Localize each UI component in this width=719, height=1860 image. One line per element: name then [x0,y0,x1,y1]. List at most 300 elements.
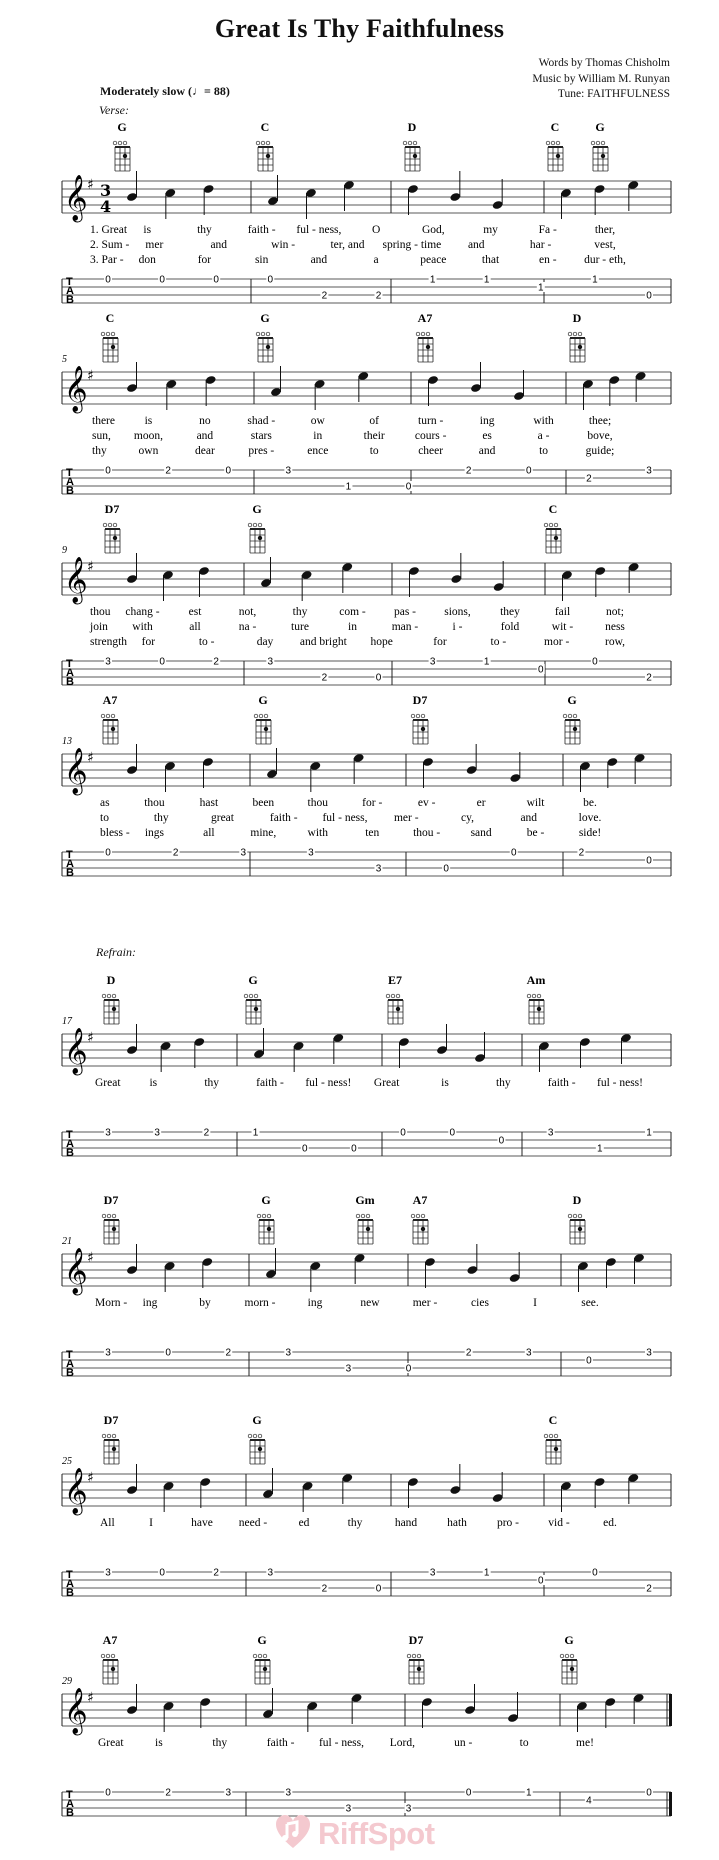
chord-diagram-icon [544,1434,561,1464]
lyric-syllable: ed [298,1517,310,1529]
chord-name: G [567,693,577,707]
lyric-syllable: faith - [256,1077,284,1089]
note [201,1257,213,1288]
lyric-syllable: es [482,430,492,442]
tempo-label: Moderately slow [100,84,185,98]
tab-fret-number: 0 [538,664,544,676]
lyric-syllable: to [539,445,549,457]
tab-fret-number: 0 [105,465,111,477]
measure-number: 29 [62,1676,72,1687]
note [398,1037,410,1068]
note [421,1697,433,1728]
lyric-syllable: they [500,606,520,618]
lyric-syllable: for [141,636,156,648]
lyric-syllable: moon, [133,430,163,442]
lyric-syllable: ful - ness, [296,224,342,236]
composer-credit: Music by William M. Runyan [532,73,670,85]
lyric-syllable: and [310,254,328,266]
chord-diagram-icon [560,1654,577,1684]
chord-diagram-icon [256,141,273,171]
measure-number: 5 [62,354,67,365]
tab-fret-number: 1 [345,481,352,493]
lyric-syllable: ful - ness, [318,1737,365,1749]
lyric-syllable: 3. Par - [90,254,124,266]
tab-fret-number: 1 [597,1143,603,1155]
chord-name: D7 [408,1633,424,1647]
lyric-syllable: thy [204,1077,220,1089]
tab-clef: B [66,485,74,497]
tab-fret-number: 0 [525,465,532,477]
note [262,1688,274,1719]
sharp-key-signature-icon: ♯ [87,1470,94,1486]
lyric-syllable: dear [194,445,215,457]
lyric-syllable: faith - [266,1737,295,1749]
note [513,370,525,401]
lyric-syllable: bove, [587,430,613,442]
lyric-syllable: no [199,415,211,427]
tab-fret-number: 0 [159,1567,165,1579]
lyric-syllable: ence [307,445,329,457]
tab-fret-number: 0 [159,656,165,668]
lyric-syllable: hand [394,1517,418,1529]
tab-fret-number: 0 [105,274,111,286]
lyric-syllable: un - [454,1737,473,1749]
lyric-syllable: strength [90,636,128,648]
tab-fret-number: 0 [405,481,412,493]
tab-fret-number: 3 [547,1127,554,1139]
tab-fret-number: 3 [225,1787,232,1799]
tab-fret-number: 2 [165,465,171,477]
lyric-syllable: O [371,224,381,236]
tab-fret-number: 3 [267,1567,274,1579]
lyric-syllable: to - [198,636,215,648]
note [560,188,572,219]
lyric-syllable: and [520,812,538,824]
tab-fret-number: 3 [105,656,111,668]
note [492,1472,504,1503]
note [594,566,606,597]
note [266,748,278,779]
tab-fret-number: 1 [252,1127,259,1139]
chord-diagram-icon [411,714,428,744]
chord-diagram-icon [411,1214,428,1244]
tab-fret-number: 3 [525,1347,532,1359]
tab-clef: B [66,294,74,306]
lyric-syllable: pres - [248,445,275,457]
lyric-syllable: thy [347,1517,363,1529]
lyric-syllable: faith - [247,224,276,236]
chord-name: C [260,120,270,134]
lyric-syllable: with [533,415,554,427]
riffspot-watermark: RiffSpot [318,1816,435,1851]
tab-fret-number: 3 [285,465,292,477]
lyric-syllable: ful - ness! [597,1077,643,1089]
music-system [62,1193,671,1379]
tab-fret-number: 3 [105,1347,111,1359]
lyric-syllable: i - [452,621,463,633]
note [635,371,647,402]
lyric-syllable: to [519,1737,529,1749]
lyric-syllable: thy [197,224,212,236]
tab-clef: A [66,1358,74,1370]
lyric-syllable: side! [578,827,602,839]
lyric-syllable: mer - [393,812,419,824]
lyric-syllable: cies [471,1297,489,1309]
lyric-syllable: my [483,224,498,236]
lyric-syllable: thy [153,812,169,824]
chord-name: G [258,693,268,707]
note [408,566,420,597]
note [126,1024,138,1055]
tab-fret-number: 4 [586,1795,592,1807]
lyric-syllable: Fa - [538,224,557,236]
note [627,1473,639,1504]
chord-name: D7 [104,502,120,516]
tab-fret-number: 1 [538,282,544,294]
note [162,570,174,601]
chord-name: C [550,120,560,134]
sharp-key-signature-icon: ♯ [87,1030,94,1046]
sharp-key-signature-icon: ♯ [87,177,94,193]
note [561,570,573,601]
tab-fret-number: 1 [483,274,490,286]
lyric-syllable: hath [447,1517,467,1529]
tab-fret-number: 0 [105,847,111,859]
lyric-syllable: don [138,254,156,266]
tab-fret-number: 1 [483,1567,490,1579]
lyric-syllable: 2. Sum - [90,239,130,251]
note [314,379,326,410]
lyric-syllable: man - [391,621,419,633]
tab-clef: T [66,1349,73,1361]
lyric-syllable: God, [421,224,445,236]
chord-diagram-icon [244,994,261,1024]
tab-clef: T [66,467,73,479]
chord-name: C [548,502,558,516]
lyric-syllable: ter, and [330,239,365,251]
lyric-syllable: fold [500,621,520,633]
tab-fret-number: 3 [285,1787,292,1799]
tab-fret-number: 0 [592,656,598,668]
note [628,562,640,593]
note [126,1244,138,1275]
chord-diagram-icon [248,1434,265,1464]
chord-name: D [572,311,582,325]
tab-fret-number: 1 [646,1127,652,1139]
chord-name: A7 [412,1193,428,1207]
tab-clef: B [66,1367,74,1379]
lyric-syllable: great [211,812,234,824]
sharp-key-signature-icon: ♯ [87,559,94,575]
tab-clef: A [66,476,74,488]
tab-fret-number: 0 [213,274,219,286]
tab-fret-number: 2 [321,290,328,302]
time-signature: 3 [100,181,112,200]
note [604,1697,616,1728]
lyric-syllable: for - [362,797,383,809]
chord-name: G [595,120,605,134]
sharp-key-signature-icon: ♯ [87,1690,94,1706]
tab-clef: A [66,1798,74,1810]
chord-name: A7 [102,693,118,707]
lyric-syllable: stars [250,430,272,442]
chord-diagram-icon [256,332,273,362]
lyric-syllable: ing [142,1297,158,1309]
treble-clef-icon: 𝄞 [64,1028,88,1074]
chord-name: G [117,120,127,134]
tab-clef: A [66,1578,74,1590]
lyric-syllable: in [348,621,357,633]
riffspot-logo-icon [273,1812,313,1852]
note [354,1253,366,1284]
chord-name: Am [526,973,546,987]
tab-clef: B [66,1807,74,1819]
tab-clef: A [66,667,74,679]
lyric-syllable: win - [271,239,296,251]
lyric-syllable: thy [495,1077,511,1089]
lyric-syllable: ing [479,415,495,427]
chord-diagram-icon [416,332,433,362]
tab-fret-number: 0 [400,1127,406,1139]
note [466,1244,478,1275]
sharp-key-signature-icon: ♯ [87,750,94,766]
note [436,1024,448,1055]
lyric-syllable: is [155,1737,163,1749]
lyric-syllable: is [149,1077,158,1089]
music-system [62,1633,672,1819]
lyric-syllable: have [191,1517,213,1529]
note [422,757,434,788]
chord-diagram-icon [563,714,580,744]
chord-diagram-icon [113,141,130,171]
tab-fret-number: 3 [429,1567,436,1579]
note [205,375,217,406]
note [270,366,282,397]
tab-fret-number: 0 [405,1363,412,1375]
lyric-syllable: of [369,415,380,427]
note [302,1481,314,1512]
lyric-syllable: and [478,445,496,457]
note [198,566,210,597]
tab-clef: B [66,1587,74,1599]
note [407,1477,419,1508]
lyric-syllable: Morn - [95,1297,128,1309]
lyric-syllable: for [433,636,447,648]
note [165,379,177,410]
note [341,1473,353,1504]
treble-clef-icon: 𝄞 [64,366,88,412]
lyric-syllable: be - [526,827,545,839]
lyric-syllable: thee; [588,415,612,427]
lyric-syllable: all [189,621,201,633]
tab-clef: T [66,276,73,288]
note [309,761,321,792]
chord-name: D7 [412,693,428,707]
note [606,757,618,788]
chord-name: G [260,311,270,325]
chord-name: E7 [387,973,403,987]
lyric-syllable: me! [576,1737,594,1749]
note [509,1252,521,1283]
tab-fret-number: 3 [345,1803,352,1815]
lyric-syllable: thy [92,445,107,457]
lyric-syllable: ing [307,1297,323,1309]
lyric-syllable: and [467,239,485,251]
lyric-syllable: Great [95,1077,121,1089]
note [464,1684,476,1715]
tab-clef: A [66,858,74,870]
tab-fret-number: 0 [375,672,382,684]
note [267,175,279,206]
note [126,744,138,775]
treble-clef-icon: 𝄞 [64,557,88,603]
lyric-syllable: for [197,254,212,266]
lyric-syllable: Great [98,1737,124,1749]
chord-name: G [261,1193,271,1207]
lyric-syllable: by [199,1297,211,1309]
lyric-syllable: cours - [414,430,447,442]
lyric-syllable: a [373,254,379,266]
lyric-syllable: ture [291,621,309,633]
tab-fret-number: 0 [105,1787,111,1799]
note [202,757,214,788]
measure-number: 25 [62,1456,72,1467]
note [163,1701,175,1732]
tempo-marking: Moderately slow (♩= 88) [100,84,230,98]
lyric-syllable: thy [292,606,308,618]
note [353,753,365,784]
lyric-syllable: to [369,445,379,457]
tab-fret-number: 3 [345,1363,352,1375]
measure-number: 17 [62,1016,72,1027]
note [633,1253,645,1284]
music-system [62,311,671,497]
note [126,362,138,393]
tab-clef: A [66,1138,74,1150]
note [163,1481,175,1512]
chord-diagram-icon [568,1214,585,1244]
note [309,1261,321,1292]
tab-fret-number: 3 [308,847,314,859]
lyric-syllable: need - [238,1517,268,1529]
note [507,1692,519,1723]
tab-fret-number: 2 [172,847,179,859]
note [608,375,620,406]
treble-clef-icon: 𝄞 [64,1248,88,1294]
tab-clef: B [66,867,74,879]
lyric-syllable: vid - [548,1517,570,1529]
lyric-syllable: is [143,224,152,236]
chord-diagram-icon [101,332,118,362]
lyric-syllable: with [132,621,153,633]
tab-fret-number: 2 [203,1127,210,1139]
tab-fret-number: 0 [301,1143,308,1155]
treble-clef-icon: 𝄞 [64,1688,88,1734]
tab-fret-number: 0 [225,465,232,477]
tab-fret-number: 2 [225,1347,232,1359]
music-system [62,1413,671,1599]
lyric-syllable: turn - [418,415,444,427]
lyric-syllable: vest, [594,239,616,251]
note [301,570,313,601]
lyric-syllable: pas - [393,606,417,618]
lyric-syllable: and [210,239,228,251]
chord-name: D [407,120,417,134]
chord-name: D7 [103,1193,119,1207]
lyric-syllable: been [252,797,275,809]
lyric-syllable: be. [583,797,597,809]
tab-fret-number: 0 [465,1787,472,1799]
lyric-syllable: sin [254,254,269,266]
note [634,753,646,784]
lyric-syllable: cheer [418,445,444,457]
tab-fret-number: 3 [105,1567,111,1579]
lyric-syllable: all [203,827,215,839]
chord-diagram-icon [544,523,561,553]
tab-fret-number: 1 [429,274,436,286]
lyric-syllable: chang - [125,606,160,618]
lyric-syllable: Great [373,1077,400,1089]
tab-fret-number: 2 [213,656,219,668]
lyric-syllable: see. [581,1297,599,1309]
lyric-syllable: mine, [250,827,277,839]
chord-diagram-icon [356,1214,373,1244]
tab-fret-number: 2 [586,473,592,485]
lyric-syllable: ings [144,827,165,839]
tab-clef: T [66,658,73,670]
note [164,1261,176,1292]
lyric-syllable: wit - [551,621,574,633]
tab-fret-number: 0 [351,1143,357,1155]
tab-clef: B [66,676,74,688]
tab-fret-number: 3 [429,656,436,668]
tab-fret-number: 0 [646,1787,652,1799]
note [449,171,461,202]
tab-fret-number: 0 [449,1127,456,1139]
sharp-key-signature-icon: ♯ [87,1250,94,1266]
lyric-syllable: mer [145,239,164,251]
lyric-syllable: morn - [244,1297,276,1309]
lyric-syllable: est [188,606,202,618]
chord-diagram-icon [254,714,271,744]
tab-fret-number: 2 [213,1567,219,1579]
chord-name: G [257,1633,267,1647]
lyric-syllable: to [100,812,109,824]
note [164,761,176,792]
tab-fret-number: 1 [483,656,490,668]
measure-number: 13 [62,736,72,747]
tab-fret-number: 3 [646,1347,652,1359]
tab-fret-number: 3 [267,656,274,668]
tab-fret-number: 3 [405,1803,412,1815]
lyric-syllable: ther, [594,224,616,236]
note [199,1697,211,1728]
note [633,1693,645,1724]
lyric-syllable: in [313,430,323,442]
note [407,184,419,215]
lyric-syllable: thy [212,1737,228,1749]
tab-clef: A [66,285,74,297]
lyric-syllable: thou [144,797,165,809]
note [560,1481,572,1512]
note [293,1041,305,1072]
lyric-syllable: ed. [603,1517,617,1529]
note [199,1477,211,1508]
note [509,752,521,783]
tab-fret-number: 2 [321,1583,328,1595]
chord-diagram-icon [248,523,265,553]
note [576,1701,588,1732]
